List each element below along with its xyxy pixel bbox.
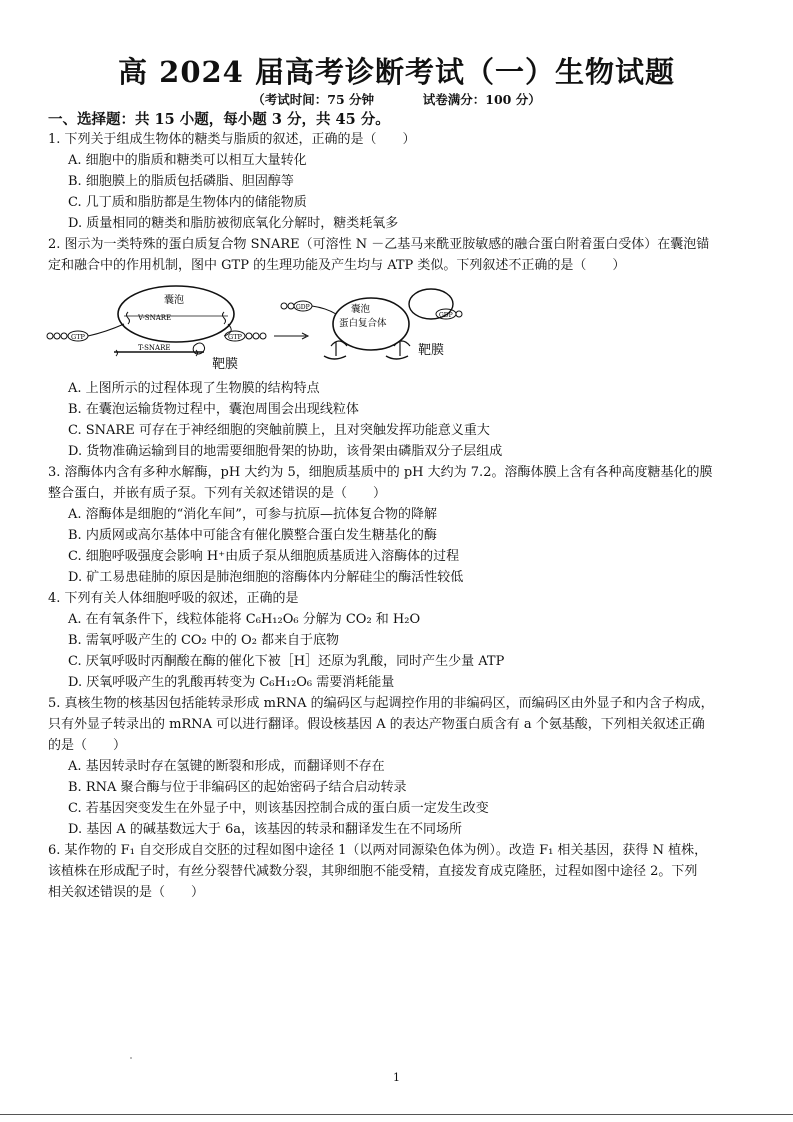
exam-info	[0, 90, 793, 108]
q4-option-c: C. 厌氧呼吸时丙酮酸在酶的催化下被［H］还原为乳酸，同时产生少量 ATP	[68, 654, 505, 669]
q4-option-b: B. 需氧呼吸产生的 CO₂ 中的 O₂ 都来自于底物	[68, 633, 340, 648]
q6-stem-line1: 6. 某作物的 F₁ 自交形成自交胚的过程如图中途径 1（以两对同源染色体为例）。改造 F₁ 相关基因，获得 N 植株，	[48, 843, 708, 858]
t-snare-label: T-SNARE	[138, 344, 171, 352]
bottom-rule	[0, 1114, 793, 1115]
q2-stem-line2: 定和融合中的作用机制，图中 GTP 的生理功能及产生均与 ATP 类似。下列叙述不正确的是（ ）	[48, 258, 626, 273]
snare-diagram	[46, 284, 466, 376]
q5-stem-line3: 的是（ ）	[48, 738, 127, 753]
q3-stem-line1: 3. 溶酶体内含有多种水解酶，pH 大约为 5，细胞质基质中的 pH 大约为 7.2。溶酶体膜上含有各种高度糖基化的膜	[48, 465, 713, 480]
complex-label-1: 囊泡	[351, 304, 371, 315]
q1-option-b: B. 细胞膜上的脂质包括磷脂、胆固醇等	[68, 174, 294, 189]
q2-option-b: B. 在囊泡运输货物过程中，囊泡周围会出现线粒体	[68, 402, 359, 417]
svg-text:GTP: GTP	[228, 333, 242, 341]
page-number: 1	[393, 1071, 400, 1084]
q5-stem-line2: 只有外显子转录出的 mRNA 可以进行翻译。假设核基因 A 的表达产物蛋白质含有 a 个氨基酸，下列相关叙述正确	[48, 717, 705, 732]
scan-dot	[130, 1057, 132, 1059]
q5-option-a: A. 基因转录时存在氢键的断裂和形成，而翻译则不存在	[68, 759, 385, 774]
q2-option-c: C. SNARE 可存在于神经细胞的突触前膜上，且对突触发挥功能意义重大	[68, 423, 490, 438]
q1-option-a: A. 细胞中的脂质和糖类可以相互大量转化	[68, 153, 307, 168]
q3-option-c: C. 细胞呼吸强度会影响 H⁺由质子泵从细胞质基质进入溶酶体的过程	[68, 549, 460, 564]
exam-time: （考试时间：75 分钟	[252, 92, 375, 107]
section-heading: 一、选择题：共 15 小题，每小题 3 分，共 45 分。	[48, 111, 390, 128]
gdp-label-right: GDP	[439, 312, 453, 319]
q2-option-d: D. 货物准确运输到目的地需要细胞骨架的协助，该骨架由磷脂双分子层组成	[68, 444, 503, 459]
gtp-chain-left	[47, 324, 124, 341]
vesicle-label: 囊泡	[164, 295, 184, 306]
q1-stem: 1. 下列关于组成生物体的糖类与脂质的叙述，正确的是（ ）	[48, 132, 416, 147]
q4-option-a: A. 在有氧条件下，线粒体能将 C₆H₁₂O₆ 分解为 CO₂ 和 H₂O	[68, 612, 421, 627]
target-membrane-label-left: 靶膜	[212, 357, 239, 372]
svg-text:GTP: GTP	[71, 333, 85, 341]
q4-stem: 4. 下列有关人体细胞呼吸的叙述，正确的是	[48, 591, 299, 606]
q5-option-c: C. 若基因突变发生在外显子中，则该基因控制合成的蛋白质一定发生改变	[68, 801, 489, 816]
q4-option-d: D. 厌氧呼吸产生的乳酸再转变为 C₆H₁₂O₆ 需要消耗能量	[68, 675, 395, 690]
q1-option-d: D. 质量相同的糖类和脂肪被彻底氧化分解时，糖类耗氧多	[68, 216, 399, 231]
page-title: 高 2024 届高考诊断考试（一）生物试题	[118, 55, 675, 89]
target-membrane-label-right: 靶膜	[418, 343, 445, 358]
gtp-chain-right	[224, 324, 266, 341]
q6-stem-line3: 相关叙述错误的是（ ）	[48, 885, 205, 900]
q5-option-d: D. 基因 A 的碱基数远大于 6a，该基因的转录和翻译发生在不同场所	[68, 822, 463, 837]
exam-score: 试卷满分：100 分）	[422, 92, 541, 107]
q3-option-d: D. 矿工易患硅肺的原因是肺泡细胞的溶酶体内分解硅尘的酶活性较低	[68, 570, 464, 585]
q6-stem-line2: 该植株在形成配子时，有丝分裂替代减数分裂，其卵细胞不能受精，直接发育成克隆胚，过程如图中途径 2。下列	[48, 864, 698, 879]
q3-option-a: A. 溶酶体是细胞的“消化车间”，可参与抗原—抗体复合物的降解	[68, 507, 437, 522]
q5-option-b: B. RNA 聚合酶与位于非编码区的起始密码子结合启动转录	[68, 780, 407, 795]
q3-stem-line2: 整合蛋白，并嵌有质子泵。下列有关叙述错误的是（ ）	[48, 486, 387, 501]
q1-option-c: C. 几丁质和脂肪都是生物体内的储能物质	[68, 195, 307, 210]
q5-stem-line1: 5. 真核生物的核基因包括能转录形成 mRNA 的编码区与起调控作用的非编码区，而编码区由外显子和内含子构成，	[48, 696, 714, 711]
v-snare-label: V-SNARE	[138, 314, 172, 322]
complex-label-2: 蛋白复合体	[339, 318, 387, 329]
q2-stem-line1: 2. 图示为一类特殊的蛋白质复合物 SNARE（可溶性 N －乙基马来酰亚胺敏感的融合蛋白附着蛋白受体）在囊泡锚	[48, 237, 710, 252]
q2-option-a: A. 上图所示的过程体现了生物膜的结构特点	[68, 381, 320, 396]
gdp-chain-left	[281, 301, 336, 314]
svg-text:GDP: GDP	[296, 304, 310, 311]
q3-option-b: B. 内质网或高尔基体中可能含有催化膜整合蛋白发生糖基化的酶	[68, 528, 437, 543]
